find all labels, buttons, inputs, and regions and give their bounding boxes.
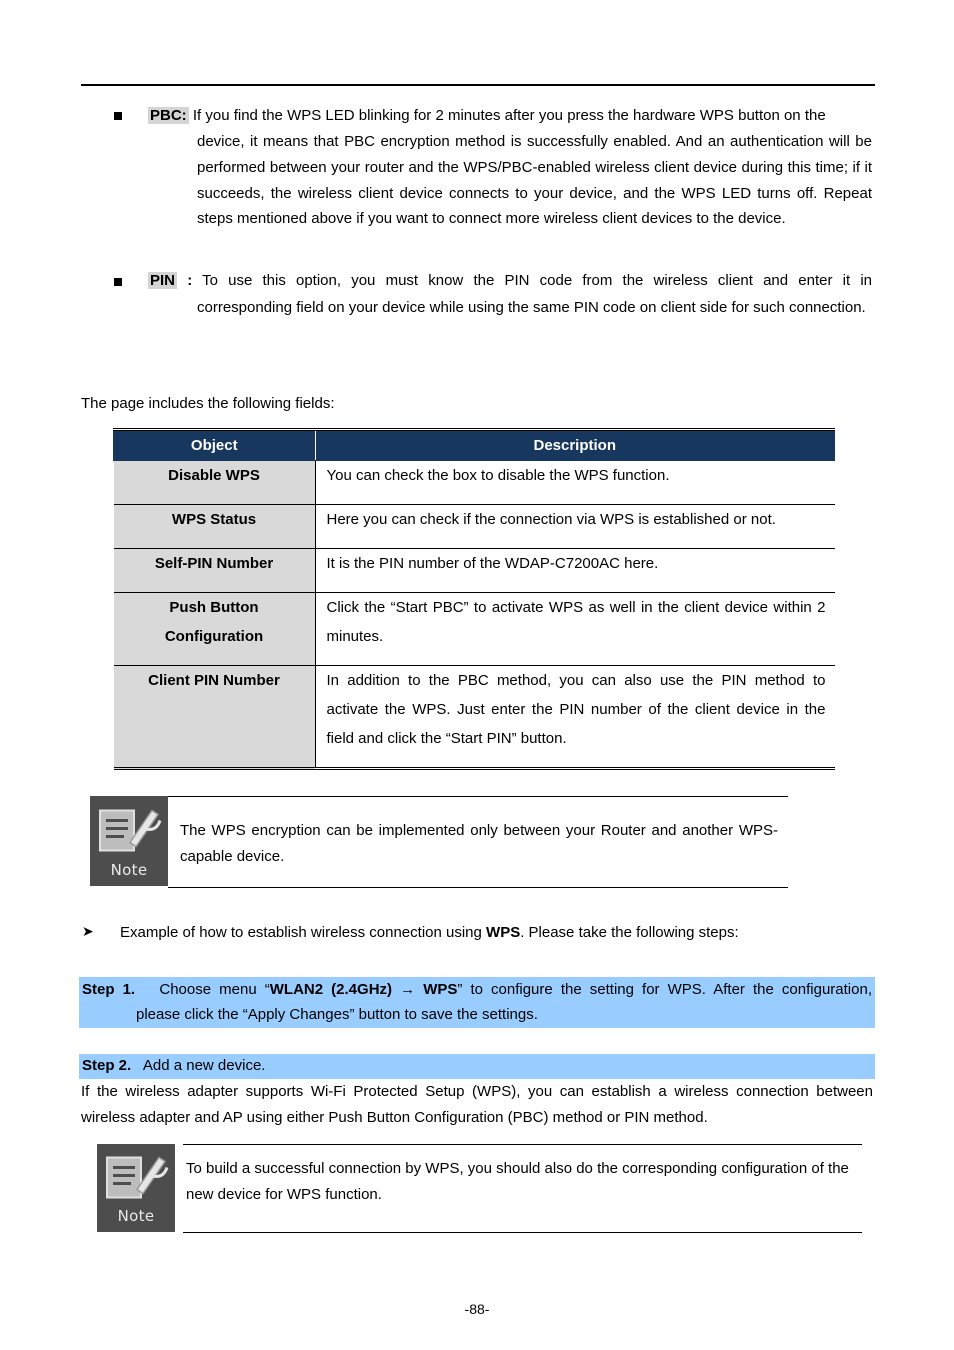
- note-bottom-rule: [183, 1232, 862, 1233]
- bullet-square-icon: [114, 112, 122, 120]
- description-cell: You can check the box to disable the WPS function.: [315, 461, 835, 505]
- object-cell: Self-PIN Number: [114, 549, 316, 593]
- bullet-pin: [148, 268, 872, 294]
- object-cell: Disable WPS: [114, 461, 316, 505]
- object-line-2: Configuration: [164, 628, 264, 645]
- step2-text: Add a new device.: [142, 1057, 266, 1074]
- note-top-rule: [183, 1144, 862, 1145]
- step1-menu: WLAN2 (2.4GHz) → WPS: [269, 981, 458, 998]
- notepad-pen-icon: [90, 796, 168, 861]
- header-description: Description: [315, 430, 835, 461]
- step1-line1: [82, 977, 872, 1003]
- object-cell: WPS Status: [114, 505, 316, 549]
- pin-first-line: To use this option, you must know the PIN code from the wireless client and enter it in: [202, 272, 873, 289]
- fields-table: [113, 428, 835, 770]
- step1-pre: Choose menu “: [159, 981, 270, 998]
- object-cell: Client PIN Number: [114, 666, 316, 769]
- pbc-first-line: If you find the WPS LED blinking for 2 minutes after you press the hardware WPS button on the: [192, 107, 826, 124]
- note-text: The WPS encryption can be implemented only between your Router and another WPS-capable device.: [180, 822, 778, 865]
- step1-line2: please click the “Apply Changes” button to save the settings.: [136, 1006, 538, 1023]
- example-suffix: . Please take the following steps:: [520, 924, 739, 941]
- table-row: [114, 549, 835, 593]
- description-cell: In addition to the PBC method, you can also use the PIN method to activate the WPS. Just enter the PIN number of the client device in the field and click the “Start PIN” button.: [326, 672, 826, 747]
- table-row: [114, 505, 835, 549]
- object-line-1: Push Button: [169, 599, 259, 616]
- step2-body: If the wireless adapter supports Wi-Fi Protected Setup (WPS), you can establish a wireless connection between wireless adapter and AP using either Push Button Configuration (PBC) method or PIN method.: [81, 1083, 873, 1126]
- step2-label: Step 2.: [82, 1057, 132, 1074]
- note-top-rule: [168, 796, 788, 797]
- bullet-pin-rest: corresponding field on your device while using the same PIN code on client side for such connection.: [197, 299, 866, 316]
- note-label: Note: [110, 861, 148, 879]
- page-number: -88-: [464, 1301, 490, 1317]
- note-icon: [90, 796, 168, 886]
- object-cell: [114, 593, 316, 666]
- note-bottom-rule: [168, 887, 788, 888]
- bullet-pbc-rest: device, it means that PBC encryption method is successfully enabled. And an authentication will be performed between your router and the WPS/PBC-enabled wireless client device during this time; if it succeeds, the wireless client device connects to your device, and the WPS LED turns off. Repeat steps mentioned above if you want to connect more wireless client devices to the device.: [197, 133, 872, 228]
- pin-label: PIN: [150, 272, 176, 289]
- table-row: [114, 461, 835, 505]
- example-bold: WPS: [486, 924, 521, 941]
- step1-label: Step 1.: [82, 981, 136, 998]
- table-row: [114, 666, 835, 769]
- description-cell: Click the “Start PBC” to activate WPS as well in the client device within 2 minutes.: [315, 593, 835, 666]
- bullet-pbc: [148, 103, 872, 129]
- example-prefix: Example of how to establish wireless connection using: [120, 924, 487, 941]
- notepad-pen-icon: [97, 1144, 175, 1207]
- description-cell: It is the PIN number of the WDAP-C7200AC here.: [315, 549, 835, 593]
- note-icon: [97, 1144, 175, 1232]
- note-label: Note: [117, 1207, 155, 1225]
- header-object: Object: [114, 430, 316, 461]
- pin-colon: :: [187, 272, 193, 289]
- intro-text: The page includes the following fields:: [81, 395, 335, 412]
- bullet-square-icon: [114, 278, 122, 286]
- example-text: [120, 924, 739, 941]
- step1-post: ” to configure the setting for WPS. After the configuration,: [457, 981, 872, 998]
- pbc-label: PBC:: [150, 107, 187, 124]
- description-cell: Here you can check if the connection via WPS is established or not.: [315, 505, 835, 549]
- table-row: [114, 593, 835, 666]
- step2-line: [82, 1053, 872, 1079]
- note-text: To build a successful connection by WPS, you should also do the corresponding configuration of the new device for WPS function.: [186, 1160, 849, 1203]
- arrow-bullet-icon: ➤: [82, 923, 94, 939]
- top-rule: [81, 84, 875, 86]
